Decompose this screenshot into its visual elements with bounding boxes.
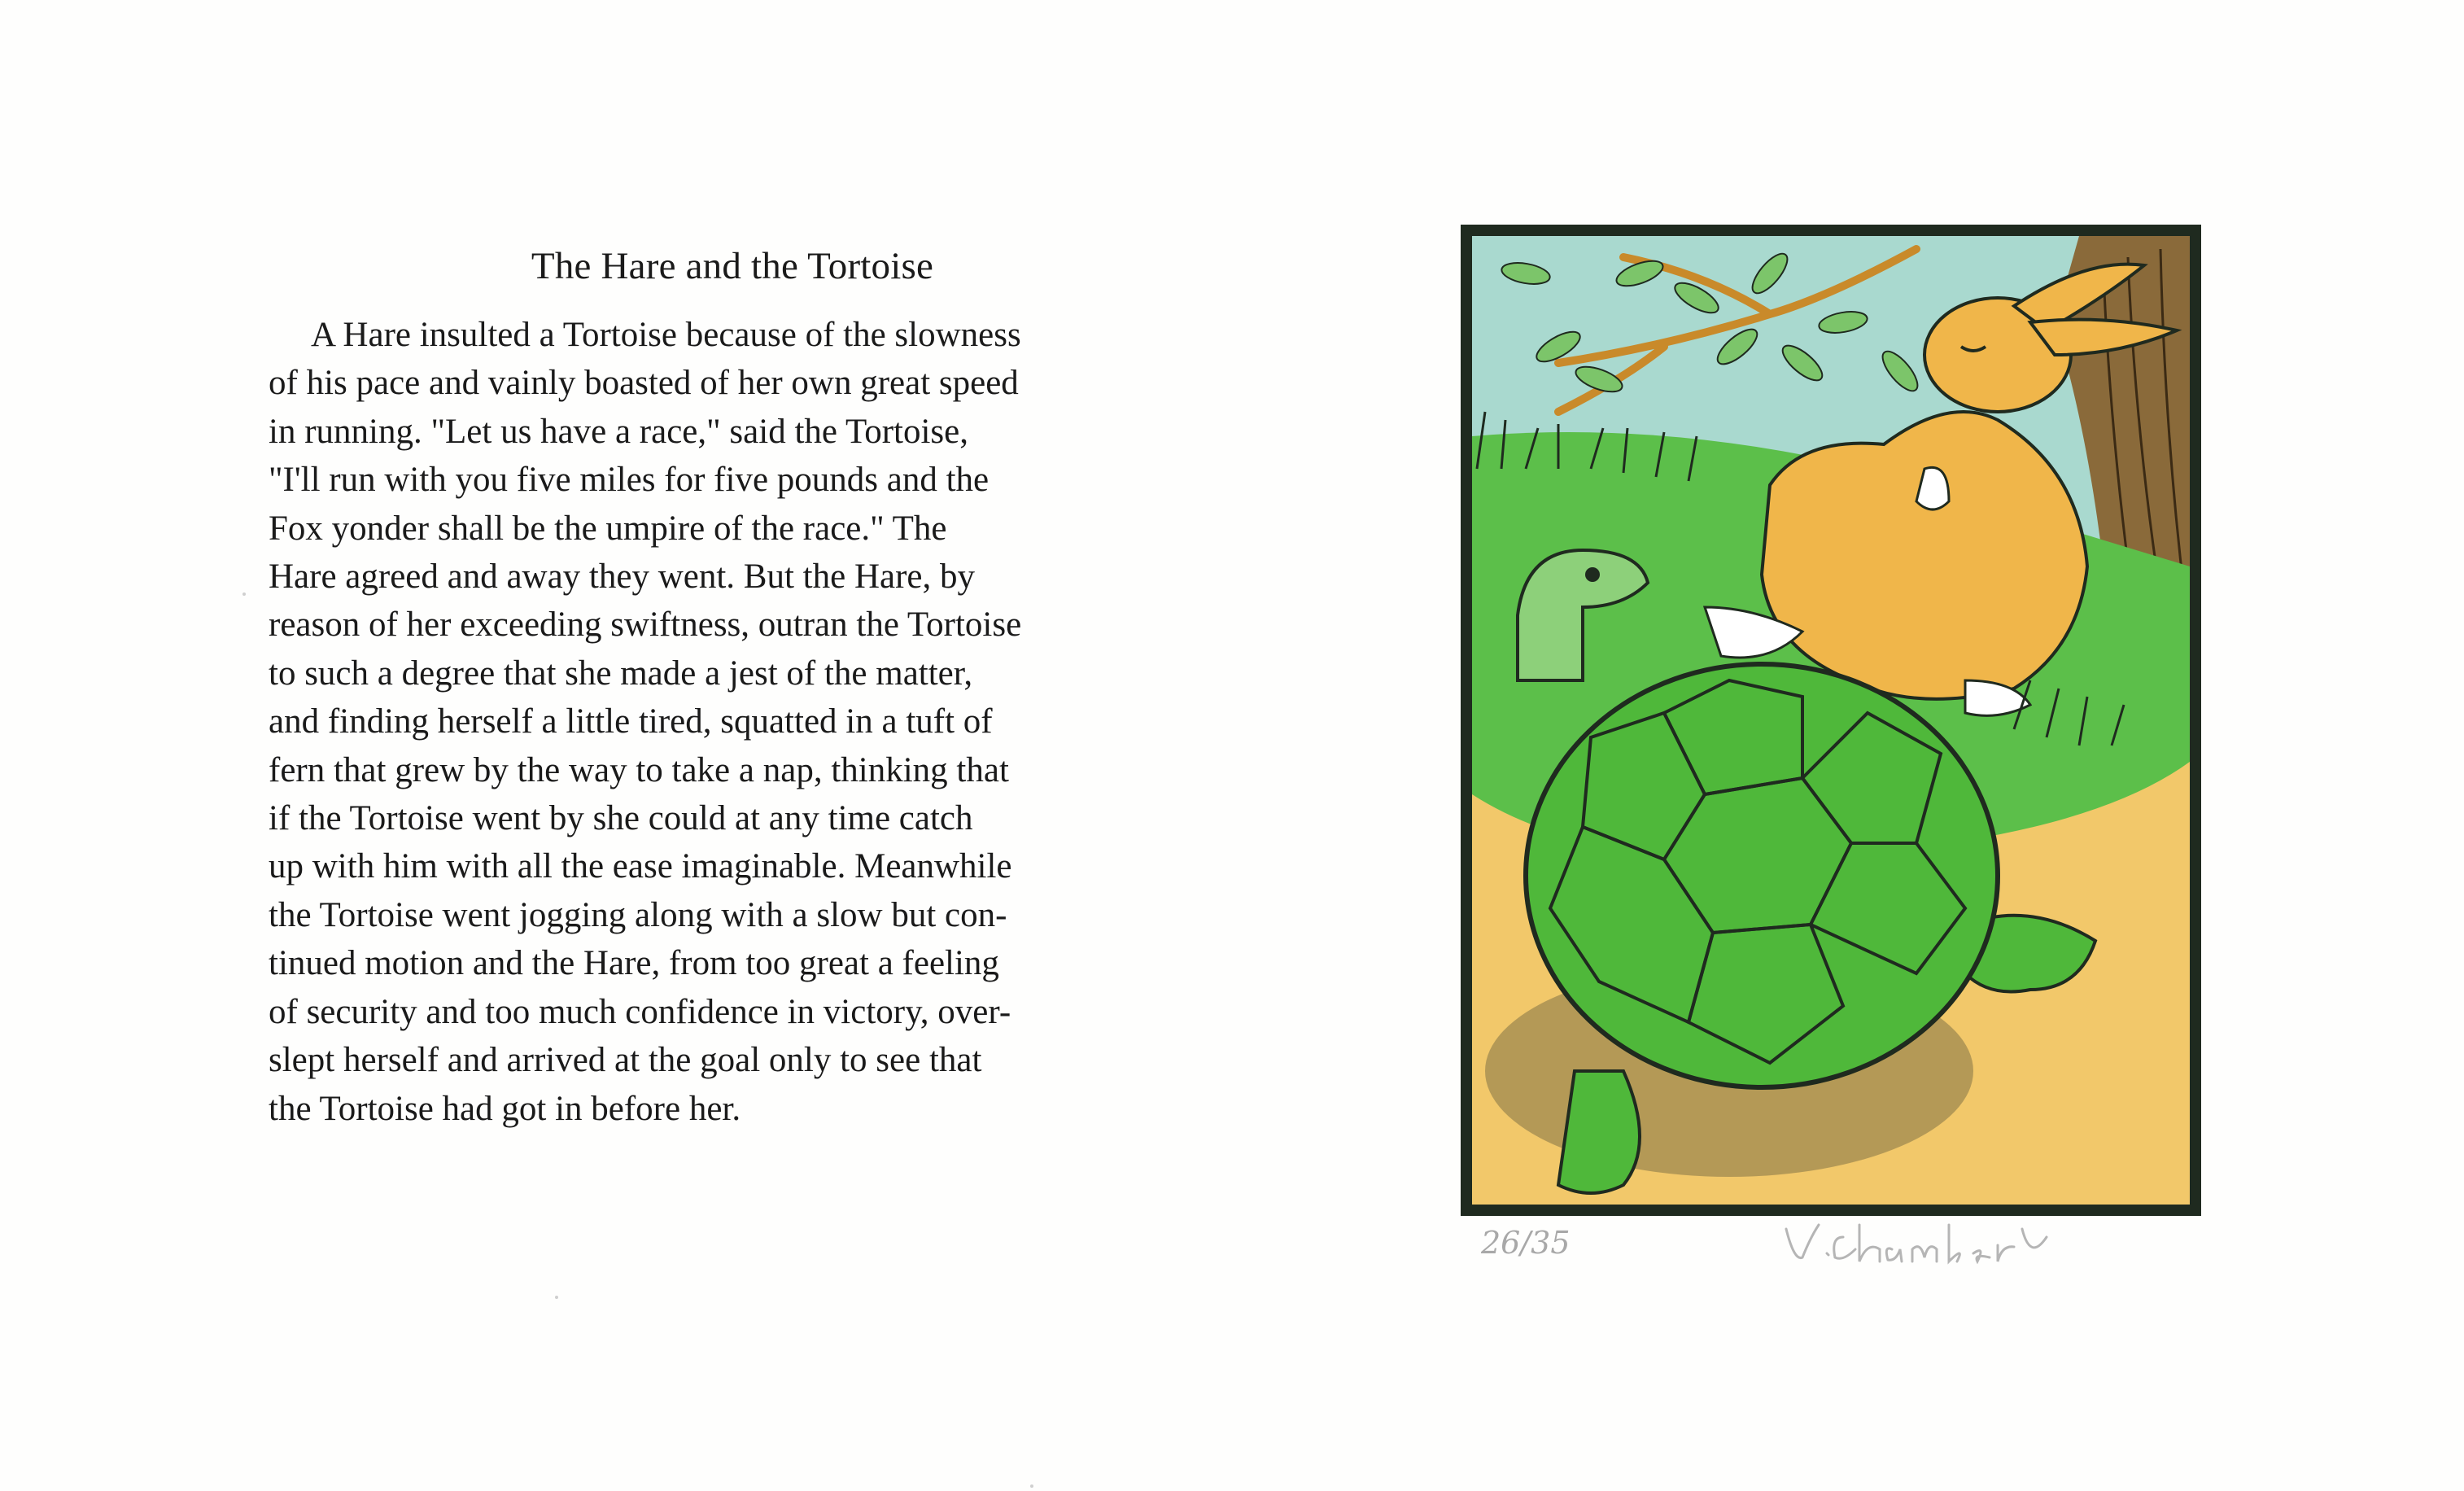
- fable-line: the Tortoise had got in before her.: [269, 1089, 741, 1128]
- fable-line: if the Tortoise went by she could at any time catch: [269, 799, 973, 838]
- fable-line: of security and too much confidence in victory, over-: [269, 992, 1011, 1031]
- fable-line: A Hare insulted a Tortoise because of the slowness: [311, 316, 1021, 354]
- fable-line: up with him with all the ease imaginable. Meanwhile: [269, 847, 1012, 886]
- fable-line: tinued motion and the Hare, from too great a feeling: [269, 944, 999, 983]
- fable-line: and finding herself a little tired, squatted in a tuft of: [269, 702, 993, 741]
- fable-line: of his pace and vainly boasted of her own great speed: [269, 364, 1019, 403]
- fable-line: to such a degree that she made a jest of the matter,: [269, 654, 973, 693]
- fable-line: slept herself and arrived at the goal only to see that: [269, 1041, 982, 1080]
- fable-line: Fox yonder shall be the umpire of the race." The: [269, 509, 947, 548]
- paper-speck: [1030, 1484, 1033, 1488]
- fable-line: Hare agreed and away they went. But the Hare, by: [269, 557, 975, 597]
- tortoise-leg: [1558, 1071, 1640, 1193]
- hare-tortoise-print: [1461, 225, 2201, 1216]
- tortoise-shell: [1526, 664, 1998, 1087]
- fable-line: the Tortoise went jogging along with a slow but con-: [269, 895, 1007, 934]
- fable-text-block: [269, 244, 1147, 1133]
- paper-speck: [555, 1296, 558, 1299]
- fable-line: fern that grew by the way to take a nap, thinking that: [269, 750, 1009, 789]
- paper-speck: [242, 592, 246, 596]
- fable-body: [269, 311, 1147, 1133]
- fable-title: The Hare and the Tortoise: [531, 245, 934, 287]
- fable-line: reason of her exceeding swiftness, outran the Tortoise: [269, 606, 1022, 645]
- fable-line: in running. "Let us have a race," said the Tortoise,: [269, 412, 968, 451]
- artist-signature: [1778, 1213, 2055, 1278]
- tortoise-eye: [1585, 567, 1600, 582]
- fable-line: "I'll run with you five miles for five pounds and the: [269, 461, 990, 500]
- edition-number: 26/35: [1481, 1225, 1571, 1261]
